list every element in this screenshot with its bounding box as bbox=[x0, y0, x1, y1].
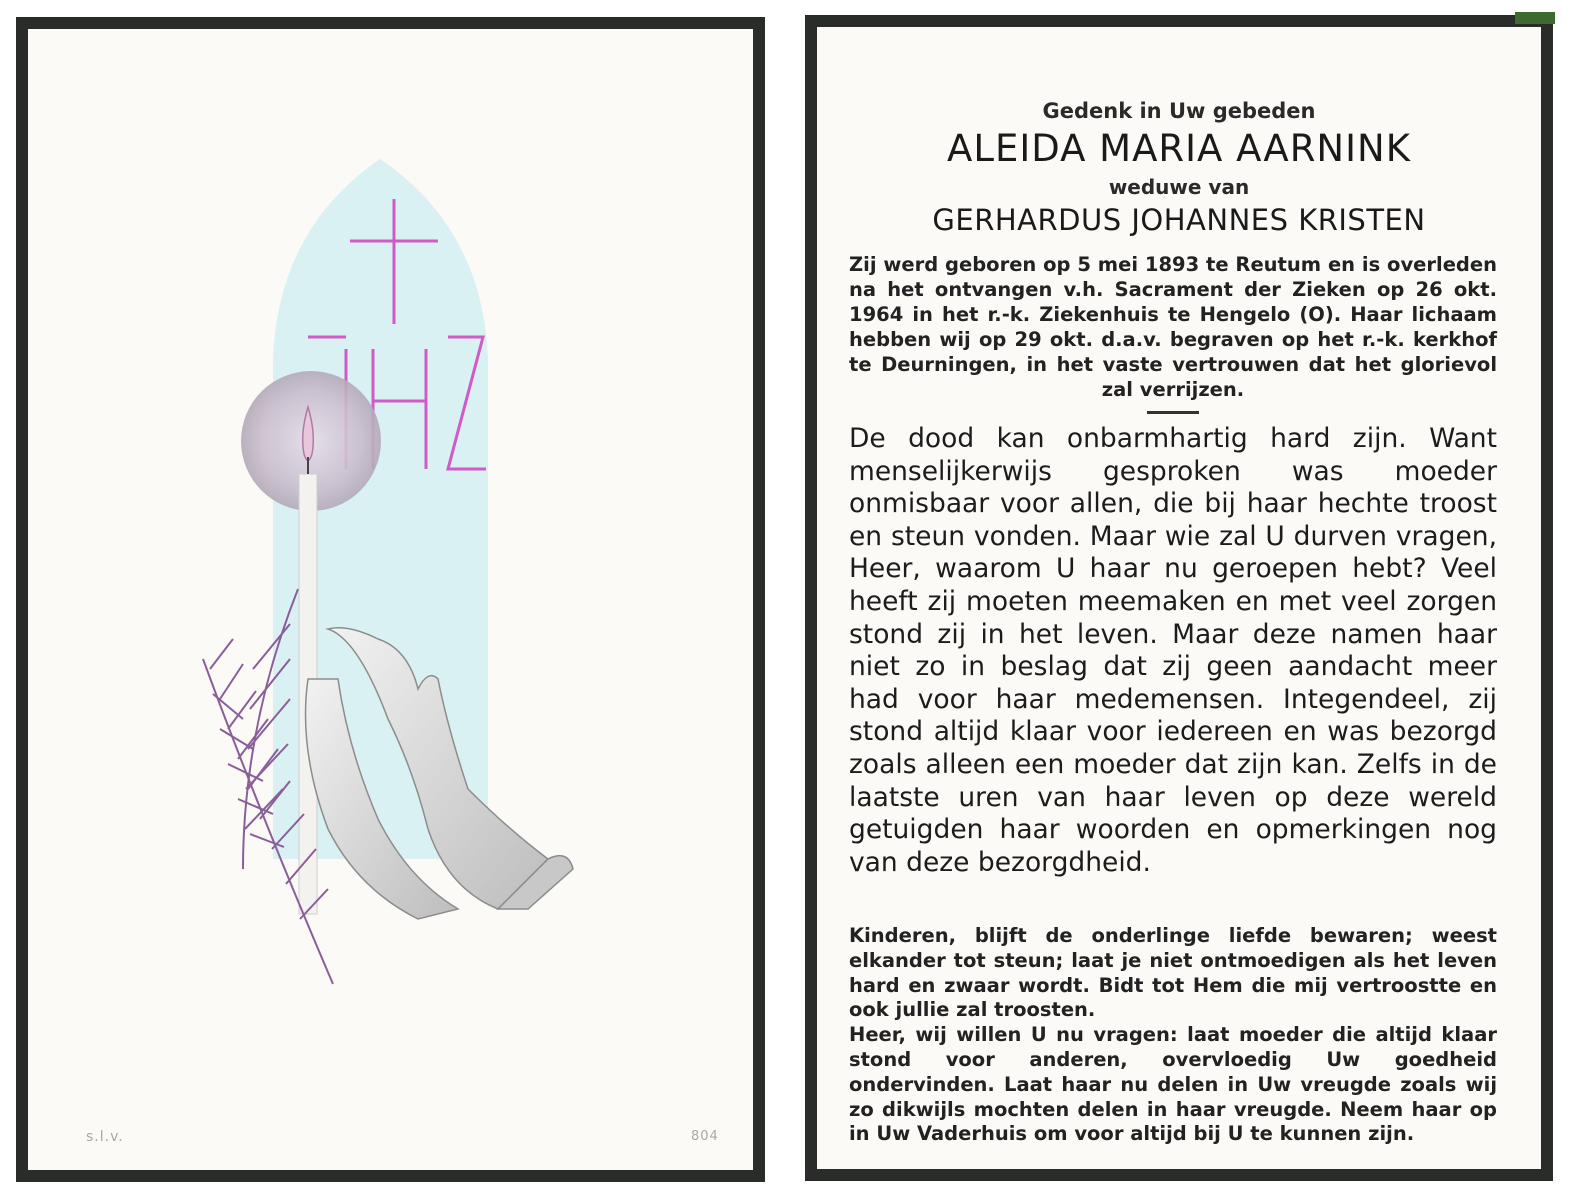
devotional-illustration bbox=[28, 29, 753, 1170]
children-message: Kinderen, blijft de onderlinge liefde bewaren; weest elkander tot steun; laat je niet ontmoedigen als het leven hard en zwaar wordt. Bidt tot Hem die mij vertroostte en ook jullie zal troosten. bbox=[849, 924, 1497, 1022]
intro-line: Gedenk in Uw gebeden bbox=[1042, 99, 1316, 123]
back-card-face bbox=[817, 27, 1541, 1169]
reflection-paragraph: De dood kan onbarmhartig hard zijn. Want menselijkerwijs gesproken was moeder onmisbaar voor allen, die bij haar hechte troost en steun vonden. Maar wie zal U durven vragen, Heer, waarom U haar nu geroepen hebt? Veel heeft zij moeten meemaken en met veel zorgen stond zij in het leven. Maar deze namen haar niet zo in beslag dat zij geen aandacht meer had voor haar medemensen. Integendeel, zij stond altijd klaar voor iedereen en was bezorgd zoals alleen een moeder dat zijn kan. Zelfs in de laatste uren van haar leven op deze wereld getuigden haar woorden en opmerkingen nog van deze bezorgdheid. bbox=[849, 423, 1497, 878]
card-edge-accent bbox=[1515, 12, 1555, 24]
print-number: 804 bbox=[691, 1129, 719, 1144]
prayer-paragraph: Heer, wij willen U nu vragen: laat moeder die altijd klaar stond voor anderen, overvloedig Uw goedheid ondervinden. Laat haar nu delen in Uw vreugde zoals wij zo dikwijls mochten delen in haar vreugde. Neem haar op in Uw Vaderhuis om voor altijd bij U te kunnen zijn. bbox=[849, 1023, 1497, 1146]
spouse-name: GERHARDUS JOHANNES KRISTEN bbox=[932, 203, 1426, 237]
closing-section bbox=[849, 924, 1497, 1147]
front-card-face bbox=[28, 29, 753, 1170]
back-card bbox=[805, 15, 1553, 1181]
deceased-name: ALEIDA MARIA AARNINK bbox=[947, 127, 1411, 170]
publisher-mark: s.l.v. bbox=[86, 1129, 124, 1145]
biography-paragraph: Zij werd geboren op 5 mei 1893 te Reutum en is overleden na het ontvangen v.h. Sacrament der Zieken op 26 okt. 1964 in het r.-k. Ziekenhuis te Hengelo (O). Haar lichaam hebben wij op 29 okt. d.a.v. begraven op het r.-k. kerkhof te Deurningen, in het vaste vertrouwen dat het glorievol zal verrijzen. bbox=[849, 253, 1497, 401]
relation-line: weduwe van bbox=[1108, 175, 1250, 199]
front-card bbox=[16, 17, 765, 1182]
divider bbox=[1147, 411, 1199, 414]
candle-icon bbox=[299, 407, 317, 914]
